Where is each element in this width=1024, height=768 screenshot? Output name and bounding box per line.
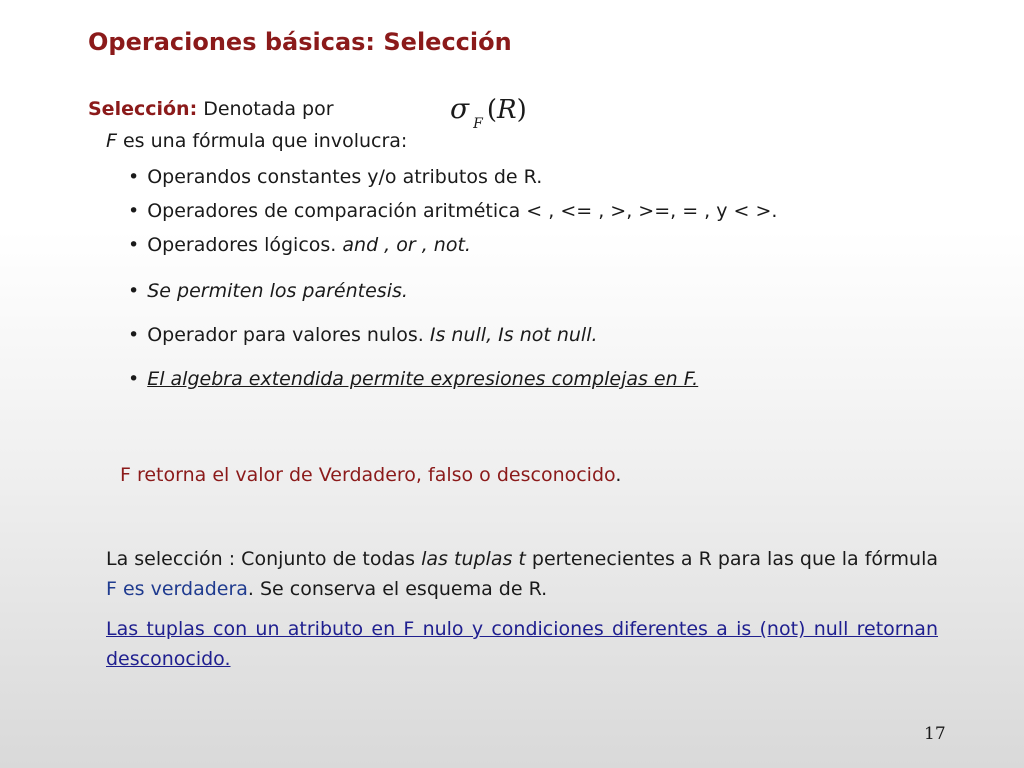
retorna-text: F retorna el valor de Verdadero, falso o desconocido <box>120 464 616 486</box>
f-letter: F <box>106 130 117 152</box>
formula-open-paren: ( <box>486 95 497 125</box>
selection-label: Selección: <box>88 98 198 120</box>
page-number: 17 <box>924 724 946 744</box>
selection-explanation: La selección : Conjunto de todas las tuplas t pertenecientes a R para las que la fórmula F es verdadera. Se conserva el esquema de R. <box>106 548 938 600</box>
sigma-symbol: σ <box>450 92 470 125</box>
f-text: es una fórmula que involucra: <box>116 130 408 152</box>
formula-relation: R <box>497 95 517 125</box>
slide-title: Operaciones básicas: Selección <box>88 28 512 56</box>
formula-subscript: F <box>473 116 483 132</box>
selection-text: Denotada por <box>197 98 334 120</box>
list-item: • Operador para valores nulos. Is null, Is not null. <box>128 324 598 346</box>
list-item: • Se permiten los paréntesis. <box>128 280 408 302</box>
retorna-statement <box>120 464 621 486</box>
list-item: • Operadores lógicos. and , or , not. <box>128 234 471 256</box>
list-item: • Operandos constantes y/o atributos de R. <box>128 166 542 188</box>
null-tuples-note: Las tuplas con un atributo en F nulo y condiciones diferentes a is (not) null retornan desconocido. <box>106 618 938 670</box>
selection-definition <box>88 98 334 120</box>
selection-formula <box>450 92 527 132</box>
retorna-dot: . <box>615 464 622 486</box>
formula-close-paren: ) <box>516 95 527 125</box>
list-item: • El algebra extendida permite expresiones complejas en F. <box>128 368 698 390</box>
f-description <box>106 130 407 152</box>
list-item: • Operadores de comparación aritmética < , <= , >, >=, = , y < >. <box>128 200 777 222</box>
